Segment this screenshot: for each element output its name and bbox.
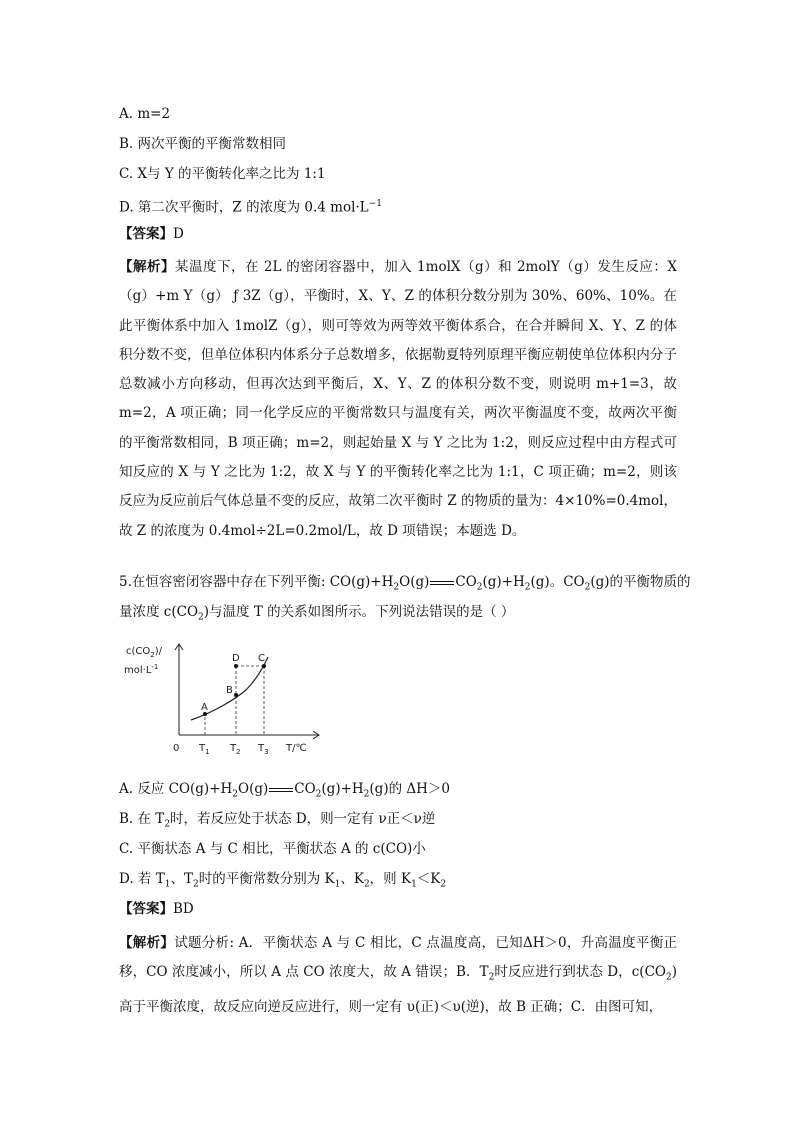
- label-d: D: [232, 653, 240, 664]
- q5-option-b: B. 在 $T_2$时，若反应处于状态 D，则一定有 ν正＜ν逆: [119, 811, 436, 830]
- x-label: T/℃: [286, 743, 307, 754]
- q5-analysis: 【解析】试题分析: A．平衡状态 A 与 C 相比，C 点温度高，已知ΔH＞0，升高温度平衡正移，CO 浓度减小，所以 A 点 CO 浓度大，故 A 错误；B．$T_2$时反应进行到状态 D，$c(CO_2)$高于平衡浓度，故反应向逆反应进行，则一定有 υ(正)＜υ(逆)，故 B 正确；C．由图可知，: [119, 935, 677, 1016]
- q5-option-c: C. 平衡状态 A 与 C 相比，平衡状态 A 的 c(CO)小: [119, 841, 426, 857]
- point-d: [234, 664, 238, 668]
- q4-option-b: B. 两次平衡的平衡常数相同: [119, 136, 287, 152]
- equilibrium-chart: [119, 640, 329, 765]
- q5-stem-line2: 量浓度 $c(CO_2)$与温度 T 的关系如图所示。下列说法错误的是（ ）: [119, 604, 515, 623]
- label-a: A: [201, 702, 208, 713]
- chart-yunit: $mol\cdot L^{-1}$: [124, 663, 159, 676]
- tick-t3: $T_3$: [258, 743, 269, 756]
- tick-t2: $T_2$: [230, 743, 241, 756]
- point-b: [234, 693, 238, 697]
- q4-answer: 【答案】D: [119, 226, 184, 242]
- origin-label: 0: [173, 743, 180, 754]
- chart-ylabel: $c(CO_2)/$: [126, 646, 163, 659]
- q5-stem-line1: 5.在恒容密闭容器中存在下列平衡: $CO(g)+H_2O(g)$ $CO_2(g)+H_2(g)$。$CO_2(g)$的平衡物质的: [119, 574, 691, 593]
- q5-option-a: A. 反应 $CO(g)+H_2O(g)$ $CO_2(g)+H_2(g)$的 ΔH＞0: [119, 781, 450, 800]
- point-c: [262, 664, 266, 668]
- q4-option-a: A. m=2: [119, 106, 171, 122]
- label-b: B: [226, 685, 233, 696]
- label-c: C: [258, 653, 265, 664]
- q4-option-c: C. X与 Y 的平衡转化率之比为 1:1: [119, 166, 326, 182]
- equilibrium-arrow-icon: [268, 785, 294, 795]
- q5-option-d: D. 若 $T_1$、$T_2$时的平衡常数分别为 $K_1$、$K_2$，则 $K_1<K_2$: [119, 871, 447, 890]
- q4-option-d: D. 第二次平衡时，Z 的浓度为 0.4 $mol\cdot L^{-1}$: [119, 199, 382, 216]
- q4-analysis: 【解析】某温度下，在 2L 的密闭容器中，加入 1molX（g）和 2molY（g）发生反应：X（g）+m Y（g） ƒ 3Z（g），平衡时，X、Y、Z 的体积分数分别为 30%、60%、10%。在此平衡体系中加入 1molZ（g），则可等效为两等效平衡体系合，在合并瞬间 X、Y、Z 的体积分数不变，但单位体积内体系分子总数增多，依据勒夏特列原理平衡应朝使单位体积内分子总数减小方向移动，但再次达到平衡后，X、Y、Z 的体积分数不变，则说明 m+1=3，故 m=2，A 项正确；同一化学反应的平衡常数只与温度有关，两次平衡温度不变，故两次平衡的平衡常数相同，B 项正确；m=2，则起始量 X 与 Y 之比为 1:2，则反应过程中由方程式可知反应的 X 与 Y 之比为 1:2，故 X 与 Y 的平衡转化率之比为 1:1，C 项正确；m=2，则该反应为反应前后气体总量不变的反应，故第二次平衡时 Z 的物质的量为：4×10%=0.4mol，故 Z 的浓度为 0.4mol÷2L=0.2mol/L，故 D 项错误；本题选 D。: [119, 259, 678, 539]
- equilibrium-arrow-icon: [429, 578, 455, 588]
- q5-answer: 【答案】BD: [119, 901, 194, 917]
- tick-t1: $T_1$: [199, 743, 210, 756]
